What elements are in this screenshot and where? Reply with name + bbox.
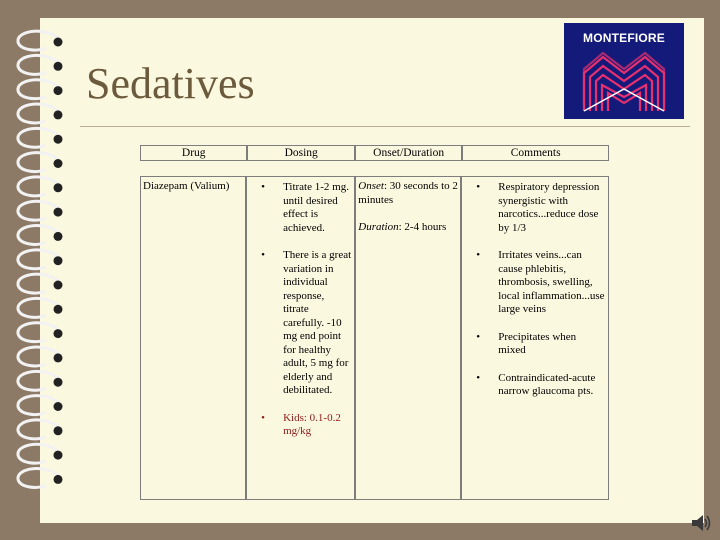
binder-hole [54, 281, 63, 290]
drug-cell [140, 176, 246, 500]
duration-value: : 2-4 hours [398, 221, 447, 233]
bullet-icon: • [476, 249, 481, 261]
bullet-icon: • [261, 181, 265, 193]
header-comments: Comments [462, 145, 609, 161]
binder-hole [54, 451, 63, 460]
dosing-item [249, 181, 352, 235]
bullet-icon: • [476, 181, 481, 193]
header-drug: Drug [140, 145, 247, 161]
onset-value: : 30 seconds to 2 minutes [358, 180, 458, 206]
binder-ring [18, 80, 60, 99]
binder-ring [18, 469, 60, 488]
binder-hole [54, 86, 63, 95]
comment-text: Contraindicated-acute narrow glaucoma pts. [498, 371, 596, 397]
binder-ring [18, 104, 60, 123]
speaker-icon[interactable] [690, 512, 714, 534]
table-header [140, 145, 609, 161]
dosing-item [249, 249, 352, 398]
binder-ring [18, 55, 60, 74]
binder-hole [54, 305, 63, 314]
binder-ring [18, 444, 60, 463]
binder-hole [54, 183, 63, 192]
dosing-text: Titrate 1-2 mg. until desired effect is achieved. [283, 181, 349, 234]
comment-item [464, 249, 606, 317]
dosing-cell [246, 176, 355, 500]
logo-m-mark-icon [582, 51, 666, 113]
drug-name: Diazepam (Valium) [143, 180, 230, 192]
onset-text [358, 180, 458, 207]
dosing-item-kids [249, 412, 352, 439]
binder-hole [54, 402, 63, 411]
comment-text: Respiratory depression synergistic with narcotics...reduce dose by 1/3 [498, 181, 600, 234]
binder-ring [18, 298, 60, 317]
binder-hole [54, 256, 63, 265]
binder-hole [54, 475, 63, 484]
binder-hole [54, 378, 63, 387]
binder-ring [18, 226, 60, 245]
binder-ring [18, 201, 60, 220]
binder-hole [54, 159, 63, 168]
binder-hole [54, 62, 63, 71]
drug-table [140, 176, 609, 500]
bullet-icon: • [261, 411, 265, 424]
binder-ring [18, 420, 60, 439]
page-title: Sedatives [86, 59, 255, 108]
dosing-text: There is a great variation in individual response, titrate carefully. -10 mg end point for healthy adult, 5 mg for elderly and debilitated. [283, 249, 352, 396]
comments-cell [461, 176, 609, 500]
bullet-icon: • [476, 371, 481, 384]
binder-ring [18, 347, 60, 366]
table-row [140, 176, 609, 500]
binder-ring [18, 323, 60, 342]
binder-ring [18, 153, 60, 172]
binder-ring [18, 371, 60, 390]
binder-ring [18, 274, 60, 293]
comment-item [464, 181, 606, 235]
binder-rings-icon [0, 0, 80, 540]
binder-ring [18, 396, 60, 415]
title-divider [80, 126, 690, 127]
onset-label: Onset [358, 180, 384, 192]
dosing-text: Kids: 0.1-0.2 mg/kg [283, 411, 341, 437]
bullet-icon: • [261, 249, 265, 261]
binder-ring [18, 31, 60, 50]
comment-text: Precipitates when mixed [498, 330, 577, 356]
binder-hole [54, 426, 63, 435]
comment-item [464, 331, 606, 358]
onset-cell [355, 176, 461, 500]
duration-label: Duration [358, 221, 399, 233]
binder-hole [54, 353, 63, 362]
binder-ring [18, 250, 60, 269]
binder-ring [18, 128, 60, 147]
binder-hole [54, 38, 63, 47]
montefiore-logo [564, 23, 684, 119]
binder-hole [54, 208, 63, 217]
binder-hole [54, 232, 63, 241]
duration-text [358, 221, 458, 235]
bullet-icon: • [476, 330, 481, 343]
binder-hole [54, 329, 63, 338]
header-onset-duration: Onset/Duration [355, 145, 462, 161]
header-dosing: Dosing [247, 145, 354, 161]
logo-text: MONTEFIORE [583, 31, 665, 45]
binder-hole [54, 110, 63, 119]
comment-text: Irritates veins...can cause phlebitis, thrombosis, swelling, local inflammation...use large veins [498, 249, 605, 315]
comment-item [464, 372, 606, 399]
binder-ring [18, 177, 60, 196]
binder-hole [54, 135, 63, 144]
